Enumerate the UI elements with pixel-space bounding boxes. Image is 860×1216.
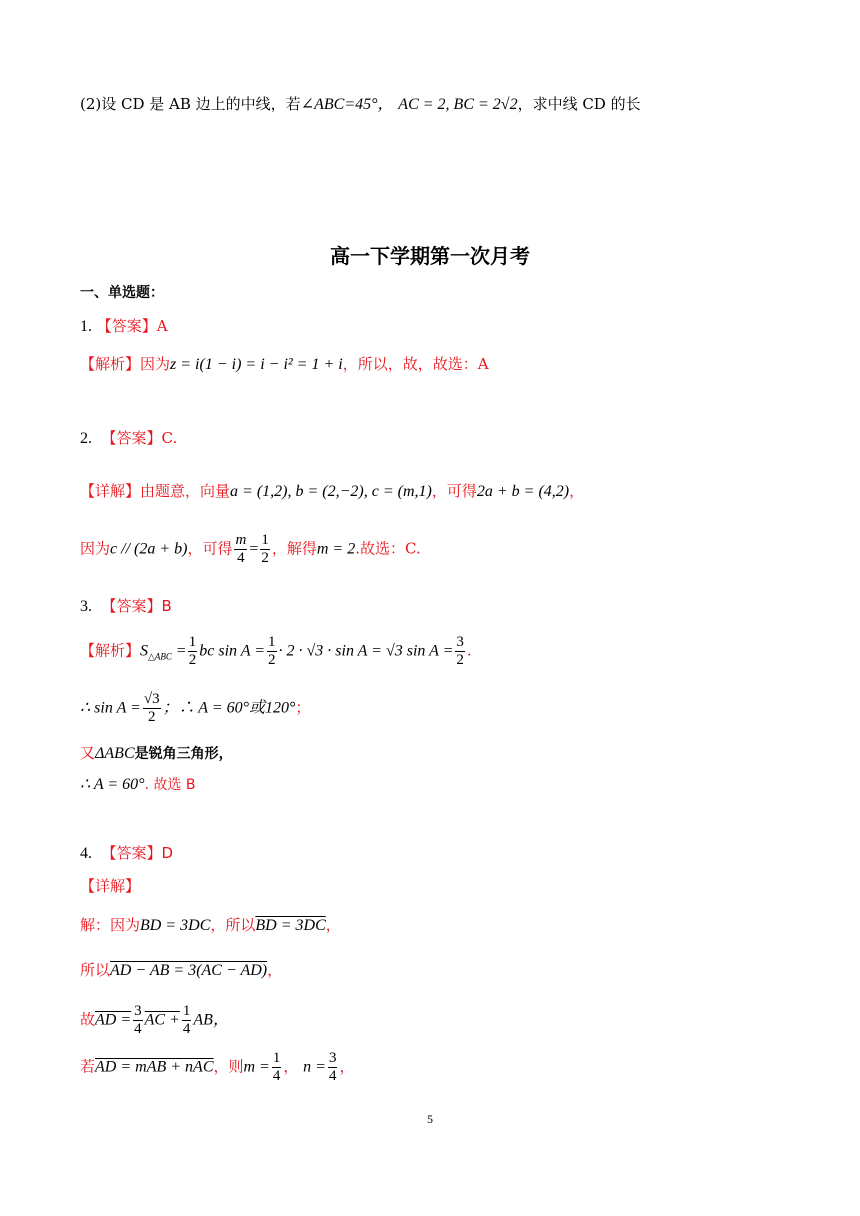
fraction-1: $\frac{1}{2}$ xyxy=(188,634,197,668)
page-title: 高一下学期第一次月考 xyxy=(330,244,530,268)
answer-4-line-3: 故AD = $\frac{3}{4}$ AC + $\frac{1}{4}$ AB， xyxy=(80,1003,229,1037)
fraction-2: $\frac{1}{2}$ xyxy=(268,634,276,668)
answer-2-line-2: 因为c // (2a + b)，可得 $\frac{m}{4}$ = $\frac{1}{2}$ ，解得m = 2.故选：C. xyxy=(80,532,421,566)
answer-2-label: 2. 【答案】C. xyxy=(80,429,178,447)
answer-3-line-3: 又ΔABC是锐角三角形， xyxy=(80,744,233,762)
answer-3-label: 3. 【答案】B xyxy=(80,597,172,615)
question-2-line: (2)设 CD 是 AB 边上的中线，若∠ABC=45°， AC = 2, BC = 2√2，求中线 CD 的长 xyxy=(80,95,641,113)
fraction-3-over-4: $\frac{3}{4}$ xyxy=(134,1003,142,1037)
answer-1-explanation: 【解析】因为z = i(1 − i) = i − i² = 1 + i，所以，故，故选：A xyxy=(80,355,489,373)
fraction-sqrt3-over-2: $\frac{√3}{2}$ xyxy=(143,691,160,725)
answer-2-line-1: 【详解】由题意，向量a = (1,2), b = (2,−2), c = (m,1)，可得2a + b = (4,2)， xyxy=(80,482,585,500)
fraction-one-half: $\frac{1}{2}$ xyxy=(261,532,269,566)
answer-1-label: 1. 【答案】A xyxy=(80,317,168,335)
fraction-1-over-4: $\frac{1}{4}$ xyxy=(182,1003,191,1037)
answer-4-line-2: 所以AD − AB = 3(AC − AD)， xyxy=(80,961,283,979)
section-heading: 一、单选题： xyxy=(80,285,164,301)
answer-3-line-2: ∴ sin A = $\frac{√3}{2}$ ；∴ A = 60°或120°； xyxy=(80,691,311,725)
page-number: 5 xyxy=(427,1112,433,1126)
answer-4-line-1: 解：因为BD = 3DC，所以BD = 3DC， xyxy=(80,916,341,934)
fraction-3: $\frac{3}{2}$ xyxy=(456,634,464,668)
fraction-m-over-4: $\frac{m}{4}$ xyxy=(235,532,247,566)
answer-4-detail-tag: 【详解】 xyxy=(80,877,141,895)
answer-4-label: 4. 【答案】D xyxy=(80,844,174,862)
fraction-n-value: $\frac{3}{4}$ xyxy=(328,1050,337,1084)
fraction-m-value: $\frac{1}{4}$ xyxy=(272,1050,281,1084)
answer-4-line-4: 若AD = mAB + nAC，则m = $\frac{1}{4}$ ， n = $\frac{3}{4}$ ， xyxy=(80,1050,355,1084)
answer-3-line-1: 【解析】$S_{\triangle ABC}$ = $\frac{1}{2}$ bc sin A = $\frac{1}{2}$ · 2 · √3 · sin A = √3 sin A = $\frac{3}{2}$ . xyxy=(80,634,472,668)
answer-3-line-4: ∴ A = 60°. 故选 B xyxy=(80,776,196,793)
